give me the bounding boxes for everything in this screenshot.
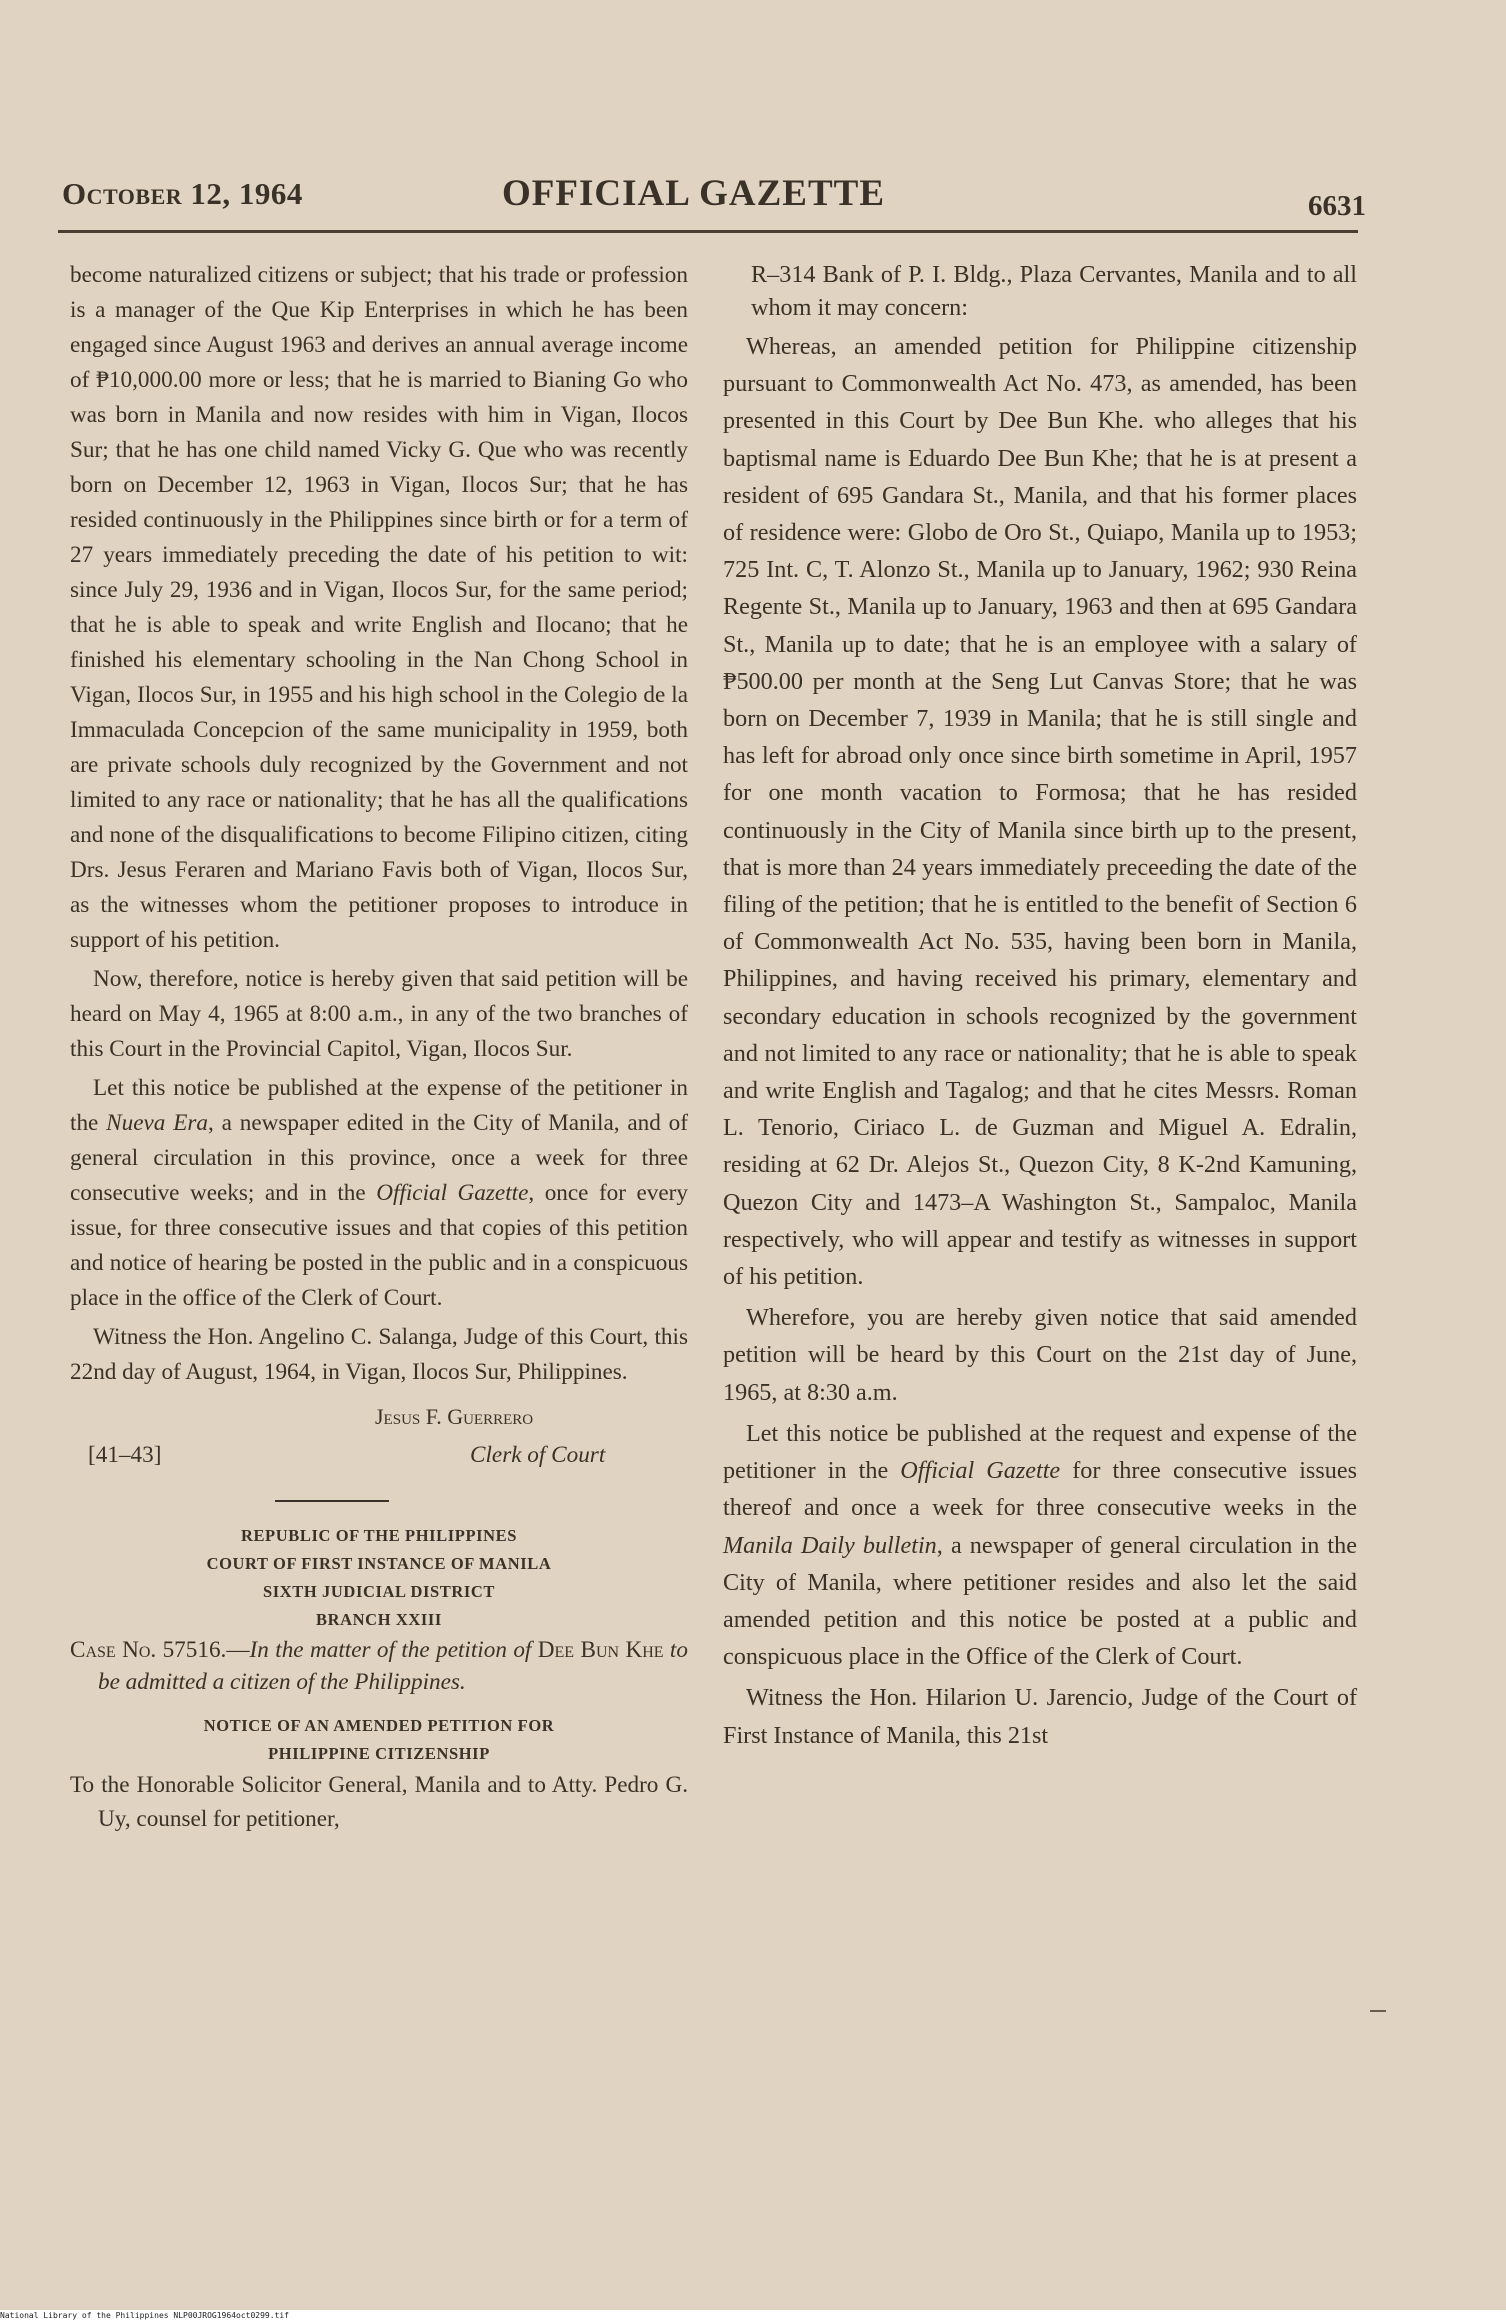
paragraph: Wherefore, you are hereby given notice that said amended petition will be heard by this Court on the 21st day of June, 1965, at 8:30 a.m. xyxy=(723,1304,1357,1406)
court-line: SIXTH JUDICIAL DISTRICT xyxy=(262,1582,496,1601)
notice-title-line: NOTICE OF AN AMENDED PETITION FOR xyxy=(203,1716,555,1735)
paragraph: Witness the Hon. Hilarion U. Jarencio, Judge of the Court of First Instance of Manila, this 21st xyxy=(723,1684,1357,1749)
signature-block xyxy=(70,1402,688,1478)
text-run: In the matter of the petition of xyxy=(249,1637,538,1663)
page-header xyxy=(62,172,1366,220)
publication-title: OFFICIAL GAZETTE xyxy=(502,173,886,214)
court-line: BRANCH XXIII xyxy=(316,1610,442,1629)
paragraph: Now, therefore, notice is hereby given that said petition will be heard on May 4, 1965 at 8:00 a.m., in any of the two branches of this Court in the Provincial Capitol, Vigan, Ilocos Sur. xyxy=(70,966,688,1062)
page-number: 6631 xyxy=(1308,190,1366,222)
text-run: Let this notice be published at the expense of the petitioner in the xyxy=(70,1075,688,1136)
text-run: for three consecutive issues thereof and once a week for three consecutive weeks in the xyxy=(723,1457,1357,1522)
paragraph: Witness the Hon. Angelino C. Salanga, Judge of this Court, this 22nd day of August, 1964, in Vigan, Ilocos Sur, Philippines. xyxy=(70,1324,688,1385)
paragraph: become naturalized citizens or subject; that his trade or profession is a manager of the Que Kip Enterprises in which he has been engaged since August 1963 and derives an annual average income of ₱10,000.00 more or less; that he is married to Bianing Go who was born in Manila and now resides with him in Vigan, Ilocos Sur; that he has one child named Vicky G. Que who was recently born on December 12, 1963 in Vigan, Ilocos Sur; that he has resided continuously in the Philippines since birth or for a term of 27 years immediately preceding the date of his petition to wit: since July 29, 1936 and in Vigan, Ilocos Sur, for the same period; that he is able to speak and write English and Ilocano; that he finished his elementary schooling in the Nan Chong School in Vigan, Ilocos Sur, in 1955 and his high school in the Colegio de la Immaculada Concepcion of the same municipality in 1959, both are private schools duly recognized by the Government and not limited to any race or nationality; that he has all the qualifications and none of the disqualifications to become Filipino citizen, citing Drs. Jesus Feraren and Mariano Favis both of Vigan, Ilocos Sur, as the witnesses whom the petitioner proposes to introduce in support of his petition. xyxy=(70,262,688,953)
issue-date: October 12, 1964 xyxy=(62,176,303,211)
left-column xyxy=(70,258,688,1836)
paragraph xyxy=(723,1415,1357,1675)
court-heading xyxy=(70,1522,688,1634)
issue-reference: [41–43] xyxy=(88,1442,162,1468)
text-run: Let this notice be published at the request and expense of the petitioner in the xyxy=(723,1419,1357,1485)
scan-source-footer: National Library of the Philippines NLP00JROG1964oct0299.tif xyxy=(0,2310,1506,2321)
newspaper-name: Official Gazette xyxy=(376,1180,529,1206)
text-run: to be admitted a citizen of the Philippines. xyxy=(98,1637,688,1695)
text-run: , once for every issue, for three consecutive issues and that copies of this petition and notice of hearing be posted in the public and in a conspicuous place in the office of the Clerk of Court. xyxy=(70,1180,688,1311)
paragraph xyxy=(70,1071,688,1316)
addressee: To the Honorable Solicitor General, Manila and to Atty. Pedro G. Uy, counsel for petitioner, xyxy=(70,1772,688,1832)
text-run: , a newspaper of general circulation in the City of Manila, where petitioner resides and also let the said amended petition and this notice be posted at a public and conspicuous place in the Office of the Clerk of Court. xyxy=(723,1531,1357,1671)
notice-title xyxy=(70,1712,688,1768)
newspaper-name: Manila Daily bulletin xyxy=(723,1531,937,1559)
paragraph: Whereas, an amended petition for Philippine citizenship pursuant to Commonwealth Act No. 473, as amended, has been presented in this Court by Dee Bun Khe. who alleges that his baptismal name is Eduardo Dee Bun Khe; that he is at present a resident of 695 Gandara St., Manila, and that his former places of residence were: Globo de Oro St., Quiapo, Manila up to 1953; 725 Int. C, T. Alonzo St., Manila up to January, 1962; 930 Reina Regente St., Manila up to January, 1963 and then at 695 Gandara St., Manila up to date; that he is an employee with a salary of ₱500.00 per month at the Seng Lut Canvas Store; that he was born on December 7, 1939 in Manila; that he is still single and has left for abroad only once since birth sometime in April, 1957 for one month vacation to Formosa; that he has resided continuously in the City of Manila since birth up to the present, that is more than 24 years immediately preceeding the date of the filing of the petition; that he is entitled to the benefit of Section 6 of Commonwealth Act No. 535, having been born in Manila, Philippines, and having received his primary, elementary and secondary education in schools recognized by the government and not limited to any race or nationality; that he is able to speak and write English and Tagalog; and that he cites Messrs. Roman L. Tenorio, Ciriaco L. de Guzman and Miguel A. Edralin, residing at 62 Dr. Alejos St., Quezon City, 8 K-2nd Kamuning, Quezon City and 1473–A Washington St., Sampaloc, Manila respectively, who will appear and testify as witnesses in support of his petition. xyxy=(723,333,1357,1291)
newspaper-name: Official Gazette xyxy=(900,1457,1061,1485)
signature-name: Jesus F. Guerrero xyxy=(375,1404,534,1429)
case-number: Case No. 57516.— xyxy=(70,1637,250,1663)
court-line: REPUBLIC OF THE PHILIPPINES xyxy=(240,1526,518,1545)
court-line: COURT OF FIRST INSTANCE OF MANILA xyxy=(206,1554,552,1573)
margin-mark xyxy=(1370,2010,1386,2012)
right-column xyxy=(723,258,1357,1754)
section-divider xyxy=(275,1500,389,1502)
signature-title: Clerk of Court xyxy=(470,1442,606,1468)
addressee-continued: R–314 Bank of P. I. Bldg., Plaza Cervantes, Manila and to all whom it may concern: xyxy=(751,261,1357,321)
text-run: , a newspaper edited in the City of Manila, and of general circulation in this province, once a week for three consecutive weeks; and in the xyxy=(70,1110,688,1206)
newspaper-name: Nueva Era xyxy=(106,1110,208,1136)
case-caption xyxy=(70,1634,688,1698)
petitioner-name: Dee Bun Khe xyxy=(537,1637,664,1663)
header-rule xyxy=(58,230,1358,233)
notice-title-line: PHILIPPINE CITIZENSHIP xyxy=(268,1744,490,1763)
